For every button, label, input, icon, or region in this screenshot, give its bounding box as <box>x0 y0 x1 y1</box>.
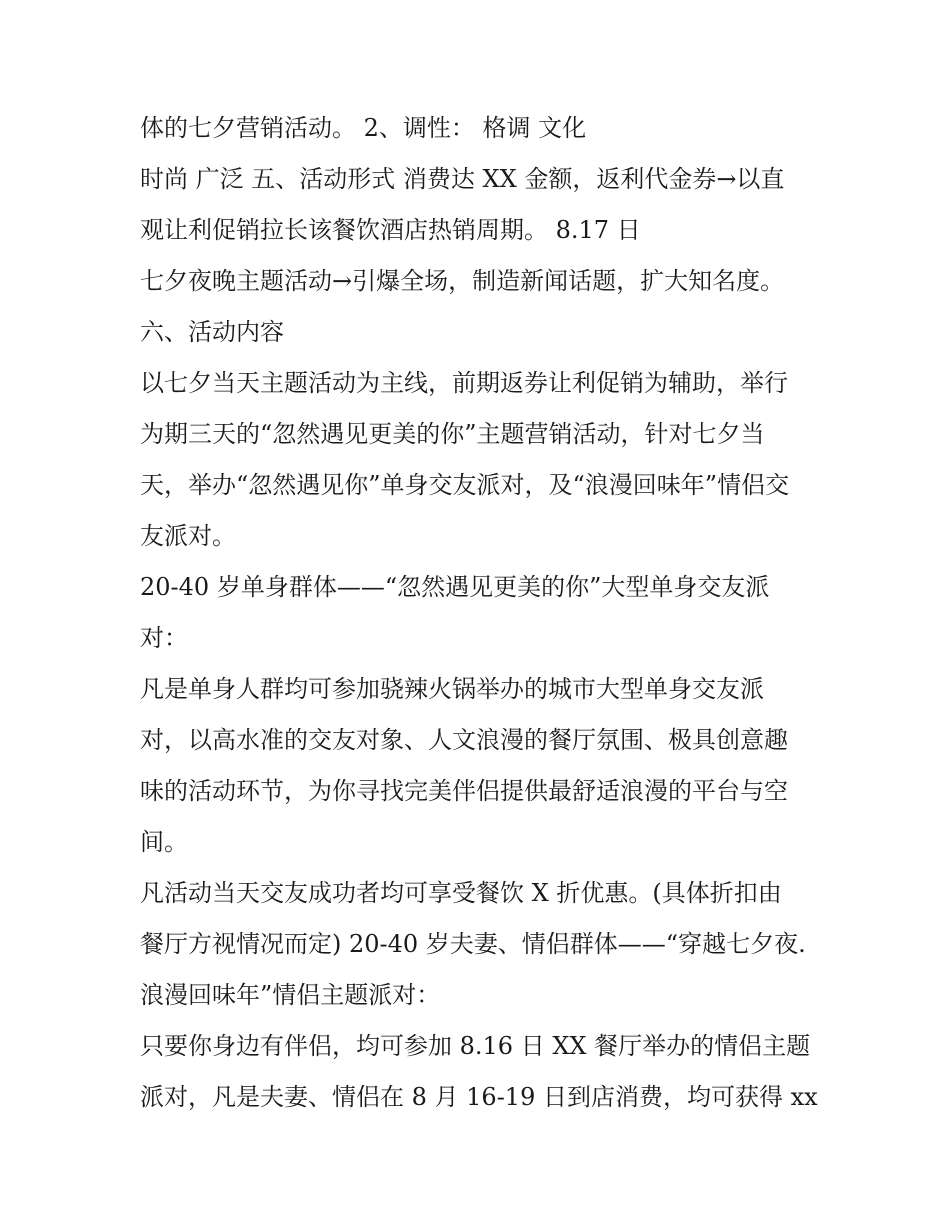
body-text <box>140 110 830 1130</box>
text-line: 餐厅方视情况而定) 20-40 岁夫妻、情侣群体——“穿越七夕夜. <box>140 930 806 958</box>
text-line: 为期三天的“忽然遇见更美的你”主题营销活动，针对七夕当 <box>140 420 765 448</box>
text-line: 派对，凡是夫妻、情侣在 8 月 16-19 日到店消费，均可获得 xx <box>140 1083 818 1111</box>
text-line: 浪漫回味年”情侣主题派对： <box>140 981 441 1009</box>
text-line: 凡是单身人群均可参加骁辣火锅举办的城市大型单身交友派 <box>140 675 764 703</box>
text-line: 凡活动当天交友成功者均可享受餐饮 X 折优惠。(具体折扣由 <box>140 879 782 907</box>
text-line: 对，以高水准的交友对象、人文浪漫的餐厅氛围、极具创意趣 <box>140 726 788 754</box>
text-line: 味的活动环节，为你寻找完美伴侣提供最舒适浪漫的平台与空 <box>140 777 788 805</box>
text-line: 对： <box>140 624 188 652</box>
text-line: 时尚 广泛 五、活动形式 消费达 XX 金额，返利代金券→以直 <box>140 165 785 193</box>
text-line: 以七夕当天主题活动为主线，前期返券让利促销为辅助，举行 <box>140 369 788 397</box>
text-line: 20-40 岁单身群体——“忽然遇见更美的你”大型单身交友派 <box>140 573 770 601</box>
text-line: 观让利促销拉长该餐饮酒店热销周期。 8.17 日 <box>140 216 641 244</box>
text-line: 友派对。 <box>140 522 236 550</box>
text-line: 体的七夕营销活动。 2、调性： 格调 文化 <box>140 114 587 142</box>
section-heading: 六、活动内容 <box>140 318 284 346</box>
text-line: 天，举办“忽然遇见你”单身交友派对，及“浪漫回味年”情侣交 <box>140 471 790 499</box>
text-line: 间。 <box>140 828 188 856</box>
text-line: 七夕夜晚主题活动→引爆全场，制造新闻话题，扩大知名度。 <box>140 267 785 295</box>
text-line: 只要你身边有伴侣，均可参加 8.16 日 XX 餐厅举办的情侣主题 <box>140 1032 811 1060</box>
